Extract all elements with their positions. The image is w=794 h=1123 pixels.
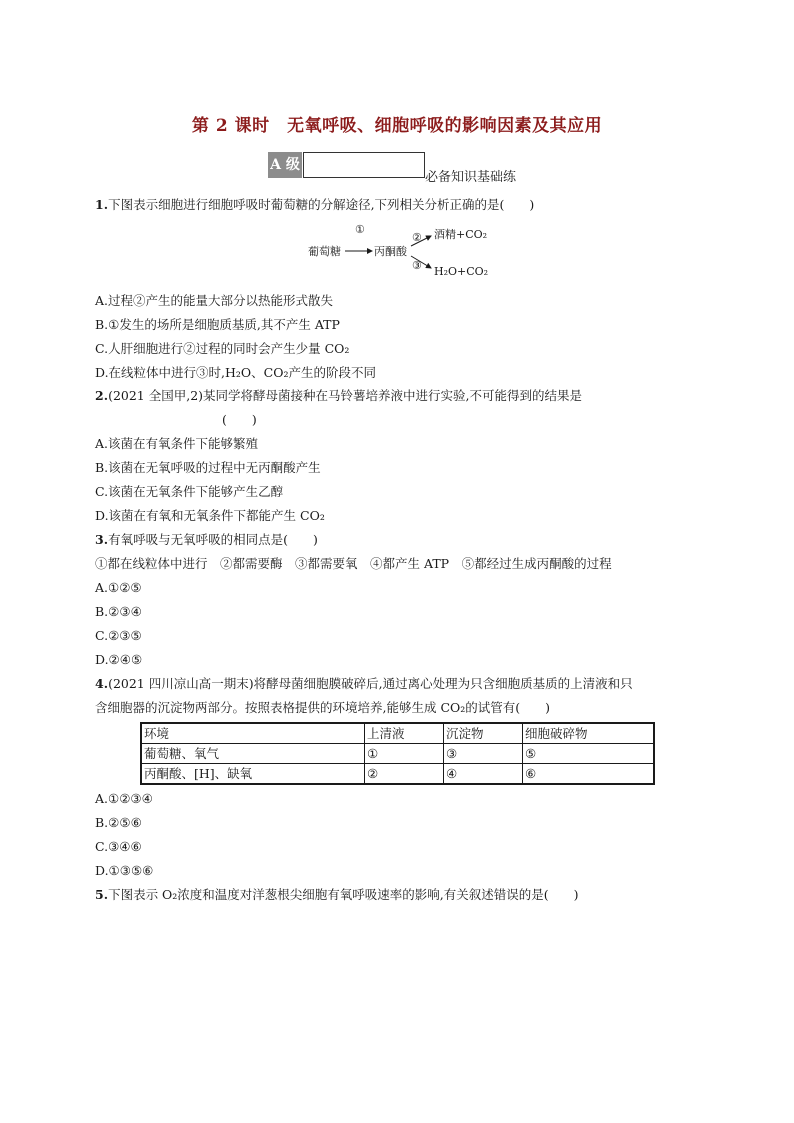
q4-option-d: D.①③⑤⑥ [95, 863, 154, 878]
step-2-label: ② [412, 231, 422, 244]
question-number: 3. [95, 532, 109, 547]
q3-statements: ①都在线粒体中进行 ②都需要酶 ③都需要氧 ④都产生 ATP ⑤都经过生成丙酮酸的过程 [95, 556, 612, 571]
table-header-cell: 沉淀物 [444, 723, 523, 744]
question-number: 1. [95, 197, 109, 212]
product-3-label: H₂O+CO₂ [434, 265, 489, 278]
table-header-cell: 环境 [141, 723, 365, 744]
q2-answer-paren: ( ) [222, 412, 257, 427]
pyruvate-label: 丙酮酸 [374, 245, 407, 258]
table-row [141, 744, 654, 764]
table-cell: 葡萄糖、氧气 [141, 744, 365, 764]
question-5 [95, 886, 579, 904]
q2-option-c: C.该菌在无氧条件下能够产生乙醇 [95, 484, 284, 499]
question-2 [95, 387, 582, 405]
question-number: 2. [95, 388, 109, 403]
question-stem: 下图表示细胞进行细胞呼吸时葡萄糖的分解途径,下列相关分析正确的是( ) [108, 197, 535, 212]
page-title: 第 2 课时 无氧呼吸、细胞呼吸的影响因素及其应用 [191, 116, 603, 136]
table-header-cell: 上清液 [365, 723, 444, 744]
q2-option-d: D.该菌在有氧和无氧条件下都能产生 CO₂ [95, 508, 325, 523]
glucose-label: 葡萄糖 [308, 245, 341, 258]
q4-option-c: C.③④⑥ [95, 839, 142, 854]
table-cell: 丙酮酸、[H]、缺氧 [141, 764, 365, 785]
q3-option-b: B.②③④ [95, 604, 142, 619]
table-cell: ⑤ [523, 744, 655, 764]
level-badge: A 级 [268, 152, 302, 178]
step-1-label: ① [355, 223, 365, 236]
q3-option-a: A.①②⑤ [95, 580, 142, 595]
table-cell: ④ [444, 764, 523, 785]
glucose-pathway-diagram [300, 222, 520, 282]
step-3-label: ③ [412, 259, 422, 272]
question-stem: 有氧呼吸与无氧呼吸的相同点是( ) [108, 532, 318, 547]
table-cell: ① [365, 744, 444, 764]
q2-option-a: A.该菌在有氧条件下能够繁殖 [95, 436, 259, 451]
q1-option-b: B.①发生的场所是细胞质基质,其不产生 ATP [95, 317, 340, 332]
q4-option-b: B.②⑤⑥ [95, 815, 142, 830]
q4-option-a: A.①②③④ [95, 791, 153, 806]
question-stem: (2021 全国甲,2)某同学将酵母菌接种在马铃薯培养液中进行实验,不可能得到的结果是 [108, 388, 583, 403]
table-cell: ② [365, 764, 444, 785]
question-stem: (2021 四川凉山高一期末)将酵母菌细胞膜破碎后,通过离心处理为只含细胞质基质的上清液和只 [108, 676, 633, 691]
q2-option-b: B.该菌在无氧呼吸的过程中无丙酮酸产生 [95, 460, 321, 475]
question-number: 4. [95, 676, 109, 691]
question-stem: 下图表示 O₂浓度和温度对洋葱根尖细胞有氧呼吸速率的影响,有关叙述错误的是( ) [108, 887, 579, 902]
table-header-cell: 细胞破碎物 [523, 723, 655, 744]
q3-option-c: C.②③⑤ [95, 628, 142, 643]
product-2-label: 酒精+CO₂ [434, 228, 488, 241]
question-4 [95, 675, 633, 693]
level-subtitle: 必备知识基础练 [425, 170, 517, 185]
table-row [141, 764, 654, 785]
question-1 [95, 196, 534, 214]
q1-option-d: D.在线粒体中进行③时,H₂O、CO₂产生的阶段不同 [95, 365, 377, 380]
question-3 [95, 531, 318, 549]
table-cell: ⑥ [523, 764, 655, 785]
q3-option-d: D.②④⑤ [95, 652, 143, 667]
table-header-row [141, 723, 654, 744]
question-number: 5. [95, 887, 109, 902]
question-4-stem-cont: 含细胞器的沉淀物两部分。按照表格提供的环境培养,能够生成 CO₂的试管有( ) [95, 700, 551, 715]
q1-option-a: A.过程②产生的能量大部分以热能形式散失 [95, 293, 334, 308]
environment-table [140, 722, 655, 785]
q1-option-c: C.人肝细胞进行②过程的同时会产生少量 CO₂ [95, 341, 350, 356]
level-box [303, 152, 425, 178]
table-cell: ③ [444, 744, 523, 764]
